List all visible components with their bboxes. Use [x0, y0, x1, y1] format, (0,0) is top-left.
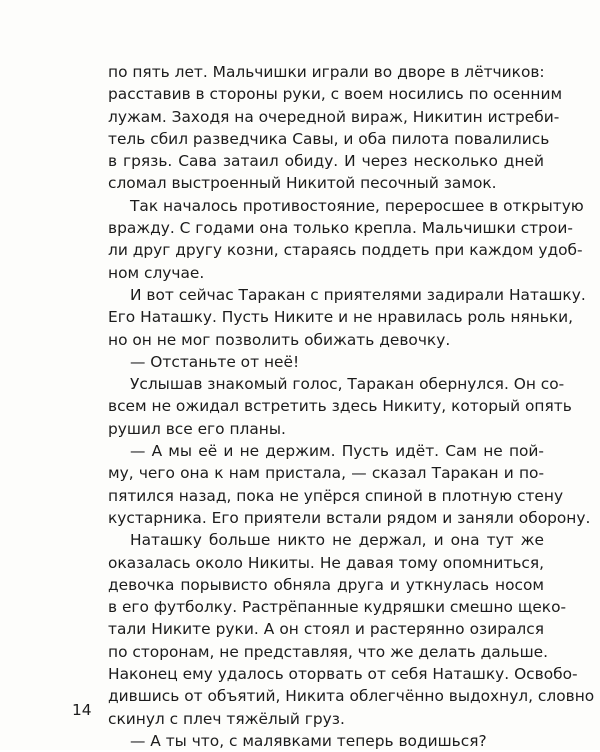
- text-line: но он не мог позволить обижать девочку.: [108, 330, 451, 349]
- text-line: всем не ожидал встретить здесь Никиту, который опять: [108, 397, 572, 416]
- text-line: Наконец ему удалось оторвать от себя Наташку. Освобо-: [108, 665, 578, 684]
- text-line: — Отстаньте от неё!: [130, 352, 300, 371]
- text-line: ли друг другу козни, стараясь поддеть при каждом удоб-: [108, 241, 583, 260]
- text-line: пятился назад, пока не упёрся спиной в плотную стену: [108, 486, 564, 505]
- text-line: Его Наташку. Пусть Никите и не нравилась роль няньки,: [108, 308, 574, 327]
- text-line: Так началось противостояние, переросшее в открытую: [130, 196, 584, 215]
- text-line: тель сбил разведчика Савы, и оба пилота повалились: [108, 129, 550, 148]
- text-line: — А ты что, с малявками теперь водишься?: [130, 731, 487, 750]
- text-line: ном случае.: [108, 263, 205, 282]
- text-line: скинул с плеч тяжёлый груз.: [108, 709, 345, 728]
- text-line: му, чего она к нам пристала, — сказал Таракан и по-: [108, 464, 544, 483]
- text-line: по пять лет. Мальчишки играли во дворе в лётчиков:: [108, 63, 545, 81]
- text-line: Услышав знакомый голос, Таракан обернулся. Он со-: [130, 375, 565, 394]
- text-line: И вот сейчас Таракан с приятелями задирали Наташку.: [130, 285, 586, 304]
- text-line: рушил все его планы.: [108, 419, 286, 438]
- text-line: по сторонам, не представляя, что же делать дальше.: [108, 642, 549, 661]
- text-line: вражду. С годами она только крепла. Мальчишки строи-: [108, 219, 573, 238]
- text-line: Наташку больше никто не держал, и она тут же: [130, 531, 544, 550]
- page-number: 14: [72, 701, 92, 719]
- text-line: в его футболку. Растрёпанные кудряшки смешно щеко-: [108, 598, 567, 617]
- text-line: в грязь. Сава затаил обиду. И через несколько дней: [108, 152, 544, 171]
- text-line: расставив в стороны руки, с воем носились по осенним: [108, 85, 563, 104]
- text-line: девочка порывисто обняла друга и уткнулась носом: [108, 575, 544, 594]
- text-line: сломал выстроенный Никитой песочный замок.: [108, 174, 497, 193]
- text-line: — А мы её и не держим. Пусть идёт. Сам не пой-: [130, 442, 544, 461]
- text-line: дившись от объятий, Никита облегчённо выдохнул, словно: [108, 687, 595, 706]
- text-line: лужам. Заходя на очередной вираж, Никитин истреби-: [108, 107, 560, 126]
- text-line: тали Никите руки. А он стоял и растерянно озирался: [108, 620, 544, 639]
- body-text: [108, 61, 595, 752]
- text-line: кустарника. Его приятели встали рядом и заняли оборону.: [108, 508, 591, 527]
- text-line: оказалась около Никиты. Не давая тому опомниться,: [108, 553, 544, 572]
